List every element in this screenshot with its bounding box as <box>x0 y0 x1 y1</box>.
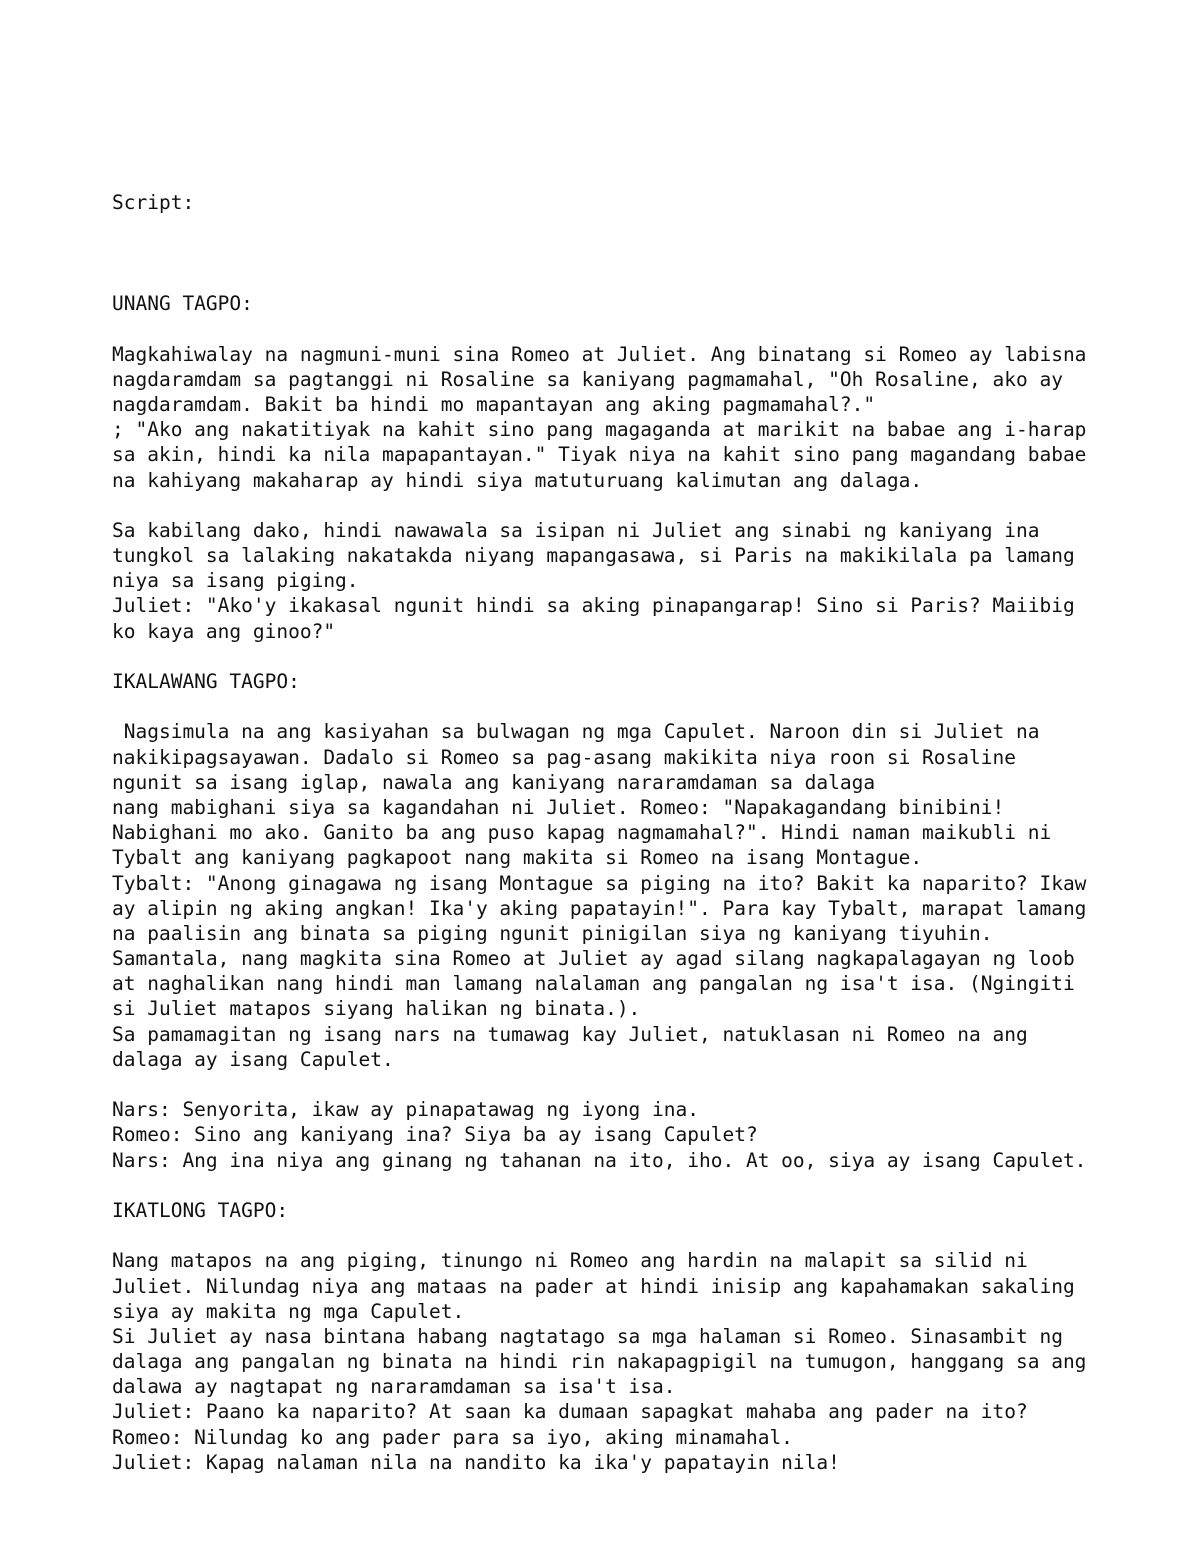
blank-line <box>112 694 1112 719</box>
blank-line <box>112 493 1112 518</box>
paragraph-line: Magkahiwalay na nagmuni-muni sina Romeo at Juliet. Ang binatang si Romeo ay labisna <box>112 342 1087 366</box>
paragraph-line: tungkol sa lalaking nakatakda niyang mapangasawa, si Paris na makikilala pa lamang <box>112 544 1075 568</box>
document-heading: Script: <box>112 191 195 215</box>
paragraph-line: dalaga ang pangalan ng binata na hindi rin nakapagpigil na tumugon, hanggang sa ang <box>112 1350 1087 1374</box>
paragraph-line: Juliet: Paano ka naparito? At saan ka dumaan sapagkat mahaba ang pader na ito? <box>112 1400 1028 1424</box>
section-title: IKATLONG TAGPO: <box>112 1198 289 1222</box>
paragraph-line: Juliet. Nilundag niya ang mataas na pader at hindi inisip ang kapahamakan sakaling <box>112 1274 1075 1298</box>
paragraph-line: niya sa isang piging. <box>112 569 359 593</box>
paragraph-line: nakikipagsayawan. Dadalo si Romeo sa pag-asang makikita niya roon si Rosaline <box>112 745 1016 769</box>
paragraph-line: Tybalt: "Anong ginagawa ng isang Montague sa piging na ito? Bakit ka naparito? Ikaw <box>112 871 1087 895</box>
paragraph-line: dalawa ay nagtapat ng nararamdaman sa isa't isa. <box>112 1375 676 1399</box>
section-title: IKALAWANG TAGPO: <box>112 670 300 693</box>
paragraph-line: Si Juliet ay nasa bintana habang nagtatago sa mga halaman si Romeo. Sinasambit ng <box>112 1324 1063 1348</box>
paragraph-line: Nabighani mo ako. Ganito ba ang puso kapag nagmamahal?". Hindi naman maikubli ni <box>112 821 1052 845</box>
blank-line <box>112 266 1112 291</box>
paragraph-line: nang mabighani siya sa kagandahan ni Juliet. Romeo: "Napakagandang binibini! <box>112 795 1005 819</box>
blank-line <box>112 644 1112 669</box>
paragraph-line: at naghalikan nang hindi man lamang nalalaman ang pangalan ng isa't isa. (Ngingiti <box>112 972 1075 996</box>
paragraph-line: Nars: Senyorita, ikaw ay pinapatawag ng iyong ina. <box>112 1098 699 1122</box>
paragraph-line: Juliet: "Ako'y ikakasal ngunit hindi sa aking pinapangarap! Sino si Paris? Maiibig <box>112 594 1075 618</box>
paragraph-line: ; "Ako ang nakatitiyak na kahit sino pang magaganda at marikit na babae ang i-harap <box>112 418 1087 442</box>
paragraph-line: si Juliet matapos siyang halikan ng binata.). <box>112 997 641 1021</box>
paragraph-line: sa akin, hindi ka nila mapapantayan." Tiyak niya na kahit sino pang magandang babae <box>112 443 1087 467</box>
paragraph-line: Nars: Ang ina niya ang ginang ng tahanan na ito, iho. At oo, siya ay isang Capulet. <box>112 1148 1087 1172</box>
paragraph-line: dalaga ay isang Capulet. <box>112 1047 394 1071</box>
blank-line <box>112 1223 1112 1248</box>
section-title: UNANG TAGPO: <box>112 292 253 316</box>
paragraph-line: na kahiyang makaharap ay hindi siya matuturuang kalimutan ang dalaga. <box>112 468 923 492</box>
blank-line <box>112 1072 1112 1097</box>
paragraph-line: na paalisin ang binata sa piging ngunit pinigilan siya ng kaniyang tiyuhin. <box>112 921 993 945</box>
paragraph-line: Tybalt ang kaniyang pagkapoot nang makita si Romeo na isang Montague. <box>112 846 923 870</box>
paragraph-line: Samantala, nang magkita sina Romeo at Juliet ay agad silang nagkapalagayan ng loob <box>112 947 1075 971</box>
paragraph-line: ko kaya ang ginoo?" <box>112 619 336 643</box>
paragraph-line: Romeo: Sino ang kaniyang ina? Siya ba ay isang Capulet? <box>112 1123 758 1147</box>
paragraph-line: nagdaramdam sa pagtanggi ni Rosaline sa kaniyang pagmamahal, "Oh Rosaline, ako ay <box>112 367 1063 391</box>
paragraph-line: Juliet: Kapag nalaman nila na nandito ka ika'y papatayin nila! <box>112 1450 840 1474</box>
paragraph-line: Romeo: Nilundag ko ang pader para sa iyo, aking minamahal. <box>112 1425 793 1449</box>
paragraph-line: Nagsimula na ang kasiyahan sa bulwagan ng mga Capulet. Naroon din si Juliet na <box>112 720 1040 744</box>
paragraph-line: siya ay makita ng mga Capulet. <box>112 1299 465 1323</box>
paragraph-line: nagdaramdam. Bakit ba hindi mo mapantayan ang aking pagmamahal?." <box>112 392 876 416</box>
paragraph-line: Nang matapos na ang piging, tinungo ni Romeo ang hardin na malapit sa silid ni <box>112 1249 1028 1273</box>
paragraph-line: ngunit sa isang iglap, nawala ang kaniyang nararamdaman sa dalaga <box>112 770 876 794</box>
blank-line <box>112 316 1112 341</box>
paragraph-line: ay alipin ng aking angkan! Ika'y aking papatayin!". Para kay Tybalt, marapat lamang <box>112 896 1087 920</box>
document-body <box>112 140 1112 1475</box>
blank-line <box>112 1173 1112 1198</box>
paragraph-line: Sa kabilang dako, hindi nawawala sa isipan ni Juliet ang sinabi ng kaniyang ina <box>112 518 1040 542</box>
paragraph-line: Sa pamamagitan ng isang nars na tumawag kay Juliet, natuklasan ni Romeo na ang <box>112 1022 1028 1046</box>
